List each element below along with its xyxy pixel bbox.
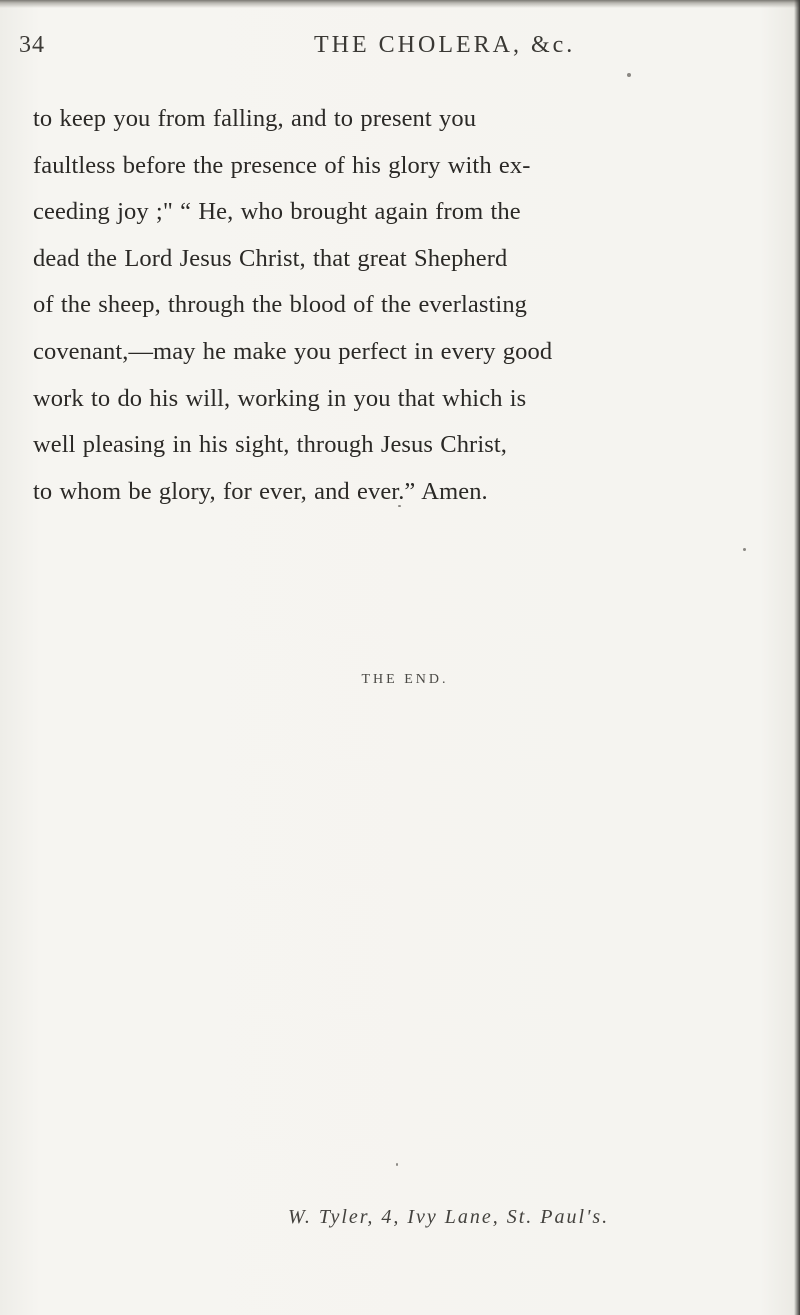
paper-speck (743, 548, 746, 551)
body-paragraph (33, 96, 800, 515)
text-line: covenant,—may he make you perfect in every good (33, 337, 553, 365)
paper-speck (396, 1163, 398, 1166)
printer-imprint: W. Tyler, 4, Ivy Lane, St. Paul's. (288, 1206, 610, 1228)
text-line: of the sheep, through the blood of the everlasting (33, 291, 528, 319)
page-header (0, 30, 800, 66)
paper-speck (627, 73, 631, 77)
page-number: 34 (19, 32, 45, 58)
text-line: to whom be glory, for ever, and ever.” Amen. (33, 477, 488, 505)
text-line: work to do his will, working in you that which is (33, 384, 527, 412)
page-top-edge (0, 0, 800, 8)
paper-speck (398, 505, 401, 507)
text-line: faultless before the presence of his glory with ex- (33, 151, 531, 179)
text-line: to keep you from falling, and to present you (33, 105, 477, 132)
text-line: well pleasing in his sight, through Jesus Christ, (33, 431, 507, 459)
text-line: dead the Lord Jesus Christ, that great Shepherd (33, 244, 508, 272)
text-line: ceeding joy ;" “ He, who brought again from the (33, 198, 521, 226)
running-head: THE CHOLERA, &c. (314, 32, 576, 58)
the-end-label: THE END. (361, 672, 449, 687)
